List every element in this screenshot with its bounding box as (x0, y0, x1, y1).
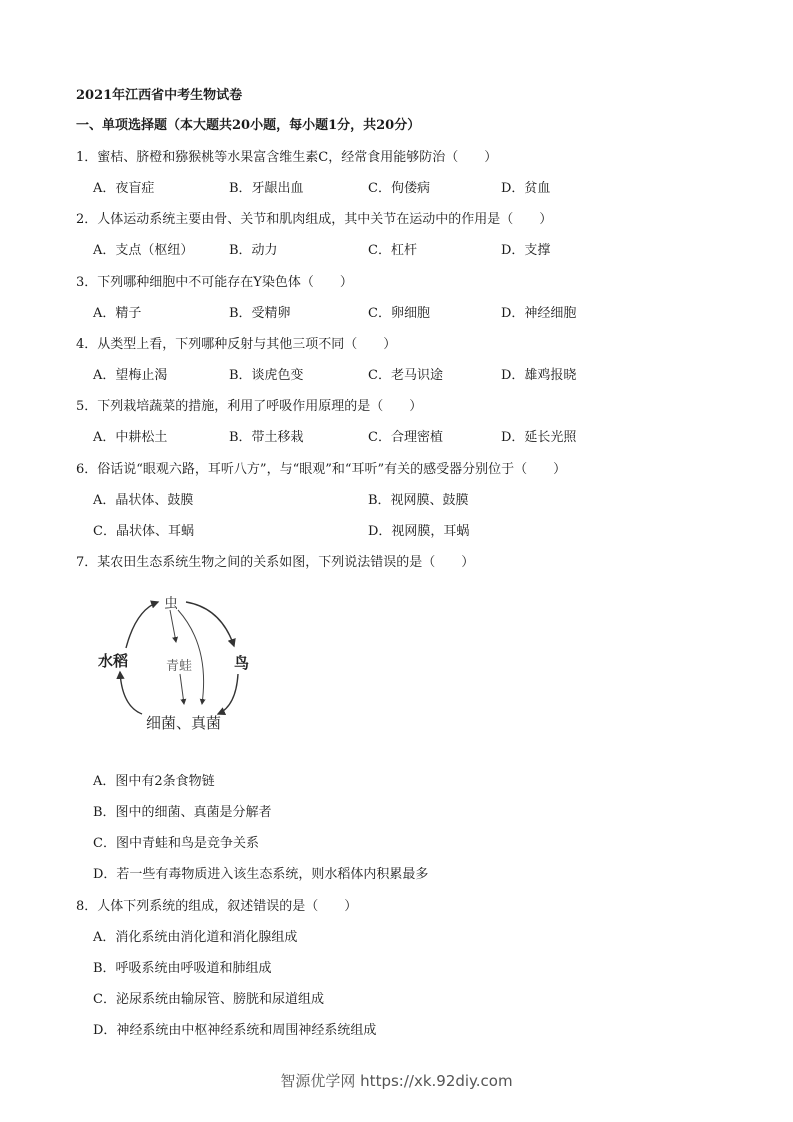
question-8-option-a[interactable]: A．消化系统由消化道和消化腺组成 (93, 930, 298, 945)
question-7-option-a[interactable]: A．图中有2条食物链 (93, 774, 215, 789)
question-1-option-d[interactable]: D．贫血 (501, 181, 551, 196)
arrow-rice-to-insect (126, 602, 158, 648)
label-insect: 虫 (164, 596, 178, 612)
food-web-diagram (96, 588, 256, 738)
question-4-option-c[interactable]: C．老马识途 (368, 368, 443, 383)
question-2-option-c[interactable]: C．杠杆 (368, 243, 417, 258)
arrow-bird-to-decomposer (218, 674, 238, 714)
footer-watermark: 智源优学网 https://xk.92diy.com (280, 1072, 513, 1090)
question-7-option-d[interactable]: D．若一些有毒物质进入该生态系统，则水稻体内积累最多 (93, 867, 429, 882)
question-2-option-b[interactable]: B．动力 (229, 243, 278, 258)
question-3-stem: 3．下列哪种细胞中不可能存在Y染色体（ ） (76, 275, 353, 290)
question-3-option-a[interactable]: A．精子 (93, 306, 142, 321)
arrow-insect-to-bird (186, 602, 234, 646)
question-1-option-a[interactable]: A．夜盲症 (93, 181, 155, 196)
question-7-stem: 7．某农田生态系统生物之间的关系如图，下列说法错误的是（ ） (76, 555, 475, 570)
question-6-option-b[interactable]: B．视网膜、鼓膜 (368, 493, 469, 508)
question-5-option-a[interactable]: A．中耕松土 (93, 430, 168, 445)
arrow-decomposer-to-rice (120, 672, 142, 714)
question-4-option-a[interactable]: A．望梅止渴 (93, 368, 168, 383)
question-1-stem: 1．蜜桔、脐橙和猕猴桃等水果富含维生素C，经常食用能够防治（ ） (76, 150, 498, 165)
question-5-option-b[interactable]: B．带土移栽 (229, 430, 304, 445)
question-6-stem: 6．俗话说“眼观六路，耳听八方”，与“眼观”和“耳听”有关的感受器分别位于（ ） (76, 462, 567, 477)
arrow-insect-to-frog (170, 610, 176, 642)
question-5-option-d[interactable]: D．延长光照 (501, 430, 577, 445)
question-3-option-c[interactable]: C．卵细胞 (368, 306, 430, 321)
question-5-option-c[interactable]: C．合理密植 (368, 430, 443, 445)
question-8-option-d[interactable]: D．神经系统由中枢神经系统和周围神经系统组成 (93, 1023, 377, 1038)
question-4-option-d[interactable]: D．雄鸡报晓 (501, 368, 577, 383)
question-8-option-c[interactable]: C．泌尿系统由输尿管、膀胱和尿道组成 (93, 992, 324, 1007)
label-decomposer: 细菌、真菌 (146, 714, 222, 732)
question-8-stem: 8．人体下列系统的组成，叙述错误的是（ ） (76, 899, 358, 914)
question-1-option-b[interactable]: B．牙龈出血 (229, 181, 304, 196)
question-8-option-b[interactable]: B．呼吸系统由呼吸道和肺组成 (93, 961, 272, 976)
question-3-option-d[interactable]: D．神经细胞 (501, 306, 577, 321)
question-2-option-d[interactable]: D．支撑 (501, 243, 551, 258)
label-bird: 鸟 (234, 654, 250, 672)
exam-title: 2021年江西省中考生物试卷 (76, 88, 243, 103)
question-7-option-b[interactable]: B．图中的细菌、真菌是分解者 (93, 805, 272, 820)
question-7-option-c[interactable]: C．图中青蛙和鸟是竞争关系 (93, 836, 259, 851)
question-5-stem: 5．下列栽培蔬菜的措施，利用了呼吸作用原理的是（ ） (76, 399, 423, 414)
question-1-option-c[interactable]: C．佝偻病 (368, 181, 430, 196)
question-6-option-c[interactable]: C．晶状体、耳蜗 (93, 524, 194, 539)
question-4-stem: 4．从类型上看，下列哪种反射与其他三项不同（ ） (76, 337, 397, 352)
question-2-option-a[interactable]: A．支点（枢纽） (93, 243, 194, 258)
label-rice: 水稻 (98, 652, 129, 670)
question-4-option-b[interactable]: B．谈虎色变 (229, 368, 304, 383)
question-6-option-d[interactable]: D．视网膜，耳蜗 (368, 524, 470, 539)
label-frog: 青蛙 (166, 659, 193, 674)
arrow-frog-to-decomposer (180, 674, 184, 704)
question-2-stem: 2．人体运动系统主要由骨、关节和肌肉组成，其中关节在运动中的作用是（ ） (76, 212, 553, 227)
question-6-option-a[interactable]: A．晶状体、鼓膜 (93, 493, 194, 508)
question-3-option-b[interactable]: B．受精卵 (229, 306, 291, 321)
section-heading: 一、单项选择题（本大题共20小题，每小题1分，共20分） (76, 118, 421, 133)
